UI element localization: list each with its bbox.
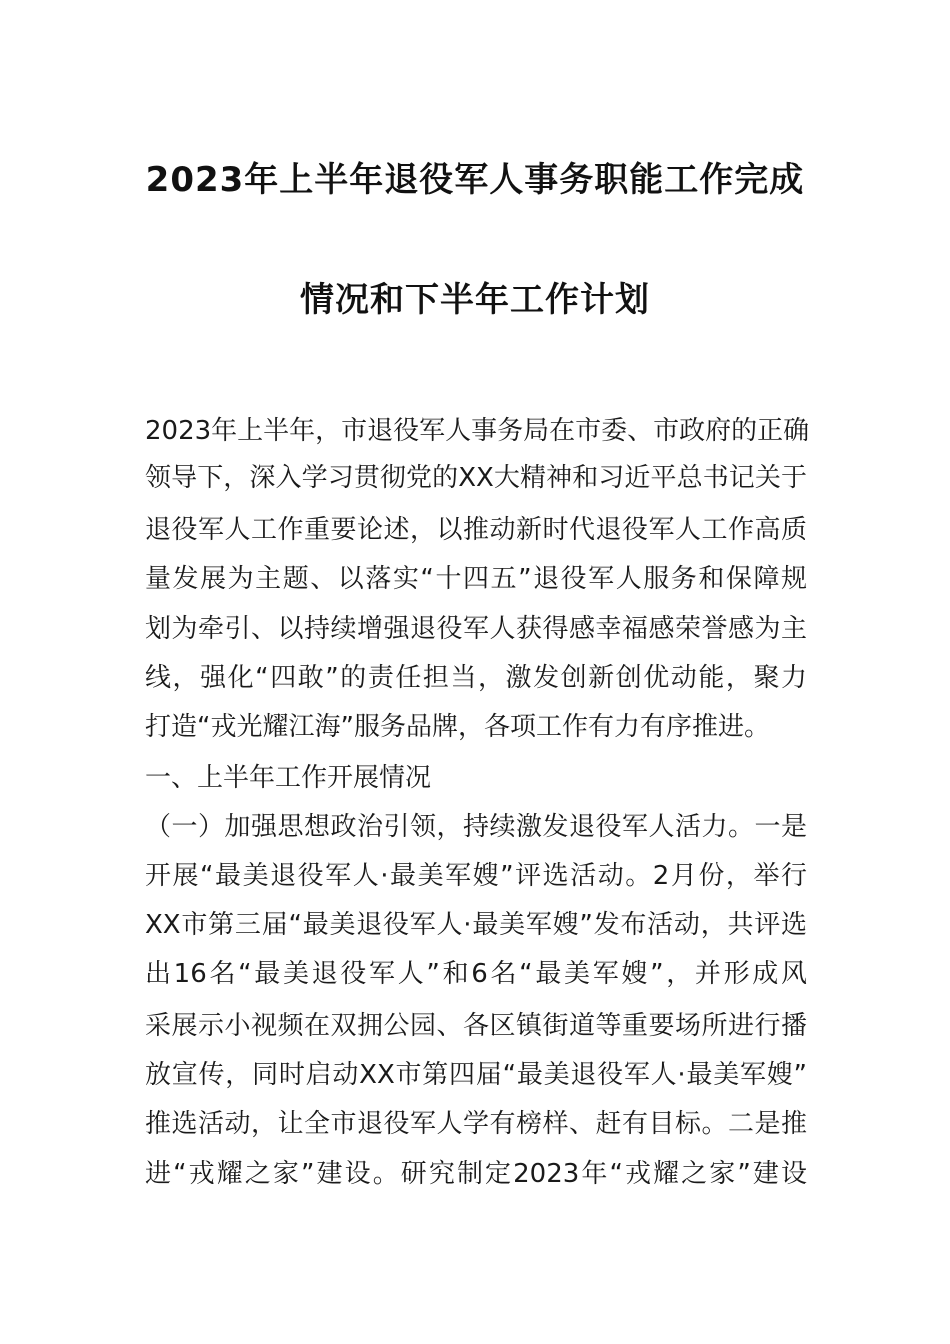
- body-line: 2023年上半年，市退役军人事务局在市委、市政府的正确: [145, 416, 810, 446]
- body-line: XX市第三届“最美退役军人·最美军嫂”发布活动，共评选: [145, 910, 807, 940]
- document-title-line-2: 情况和下半年工作计划: [300, 280, 650, 320]
- body-line: 领导下，深入学习贯彻党的XX大精神和习近平总书记关于: [145, 463, 807, 493]
- body-line: 划为牵引、以持续增强退役军人获得感幸福感荣誉感为主: [145, 614, 807, 644]
- document-title-line-1: 2023年上半年退役军人事务职能工作完成: [145, 160, 805, 200]
- body-line: 出16名“最美退役军人”和6名“最美军嫂”，并形成风: [145, 959, 807, 989]
- body-line: 退役军人工作重要论述，以推动新时代退役军人工作高质: [145, 515, 807, 545]
- body-line: 量发展为主题、以落实“十四五”退役军人服务和保障规: [145, 564, 807, 594]
- body-line: 进“戎耀之家”建设。研究制定2023年“戎耀之家”建设: [145, 1159, 807, 1189]
- body-line: 推选活动，让全市退役军人学有榜样、赶有目标。二是推: [145, 1109, 807, 1139]
- body-line: 采展示小视频在双拥公园、各区镇街道等重要场所进行播: [145, 1011, 807, 1041]
- body-line: 线，强化“四敢”的责任担当，激发创新创优动能，聚力: [145, 663, 807, 693]
- body-line: 开展“最美退役军人·最美军嫂”评选活动。2月份，举行: [145, 861, 807, 891]
- section-heading: 一、上半年工作开展情况: [145, 763, 432, 793]
- body-line: 打造“戎光耀江海”服务品牌，各项工作有力有序推进。: [145, 712, 770, 742]
- body-line: （一）加强思想政治引领，持续激发退役军人活力。一是: [145, 812, 807, 842]
- body-line: 放宣传，同时启动XX市第四届“最美退役军人·最美军嫂”: [145, 1060, 807, 1090]
